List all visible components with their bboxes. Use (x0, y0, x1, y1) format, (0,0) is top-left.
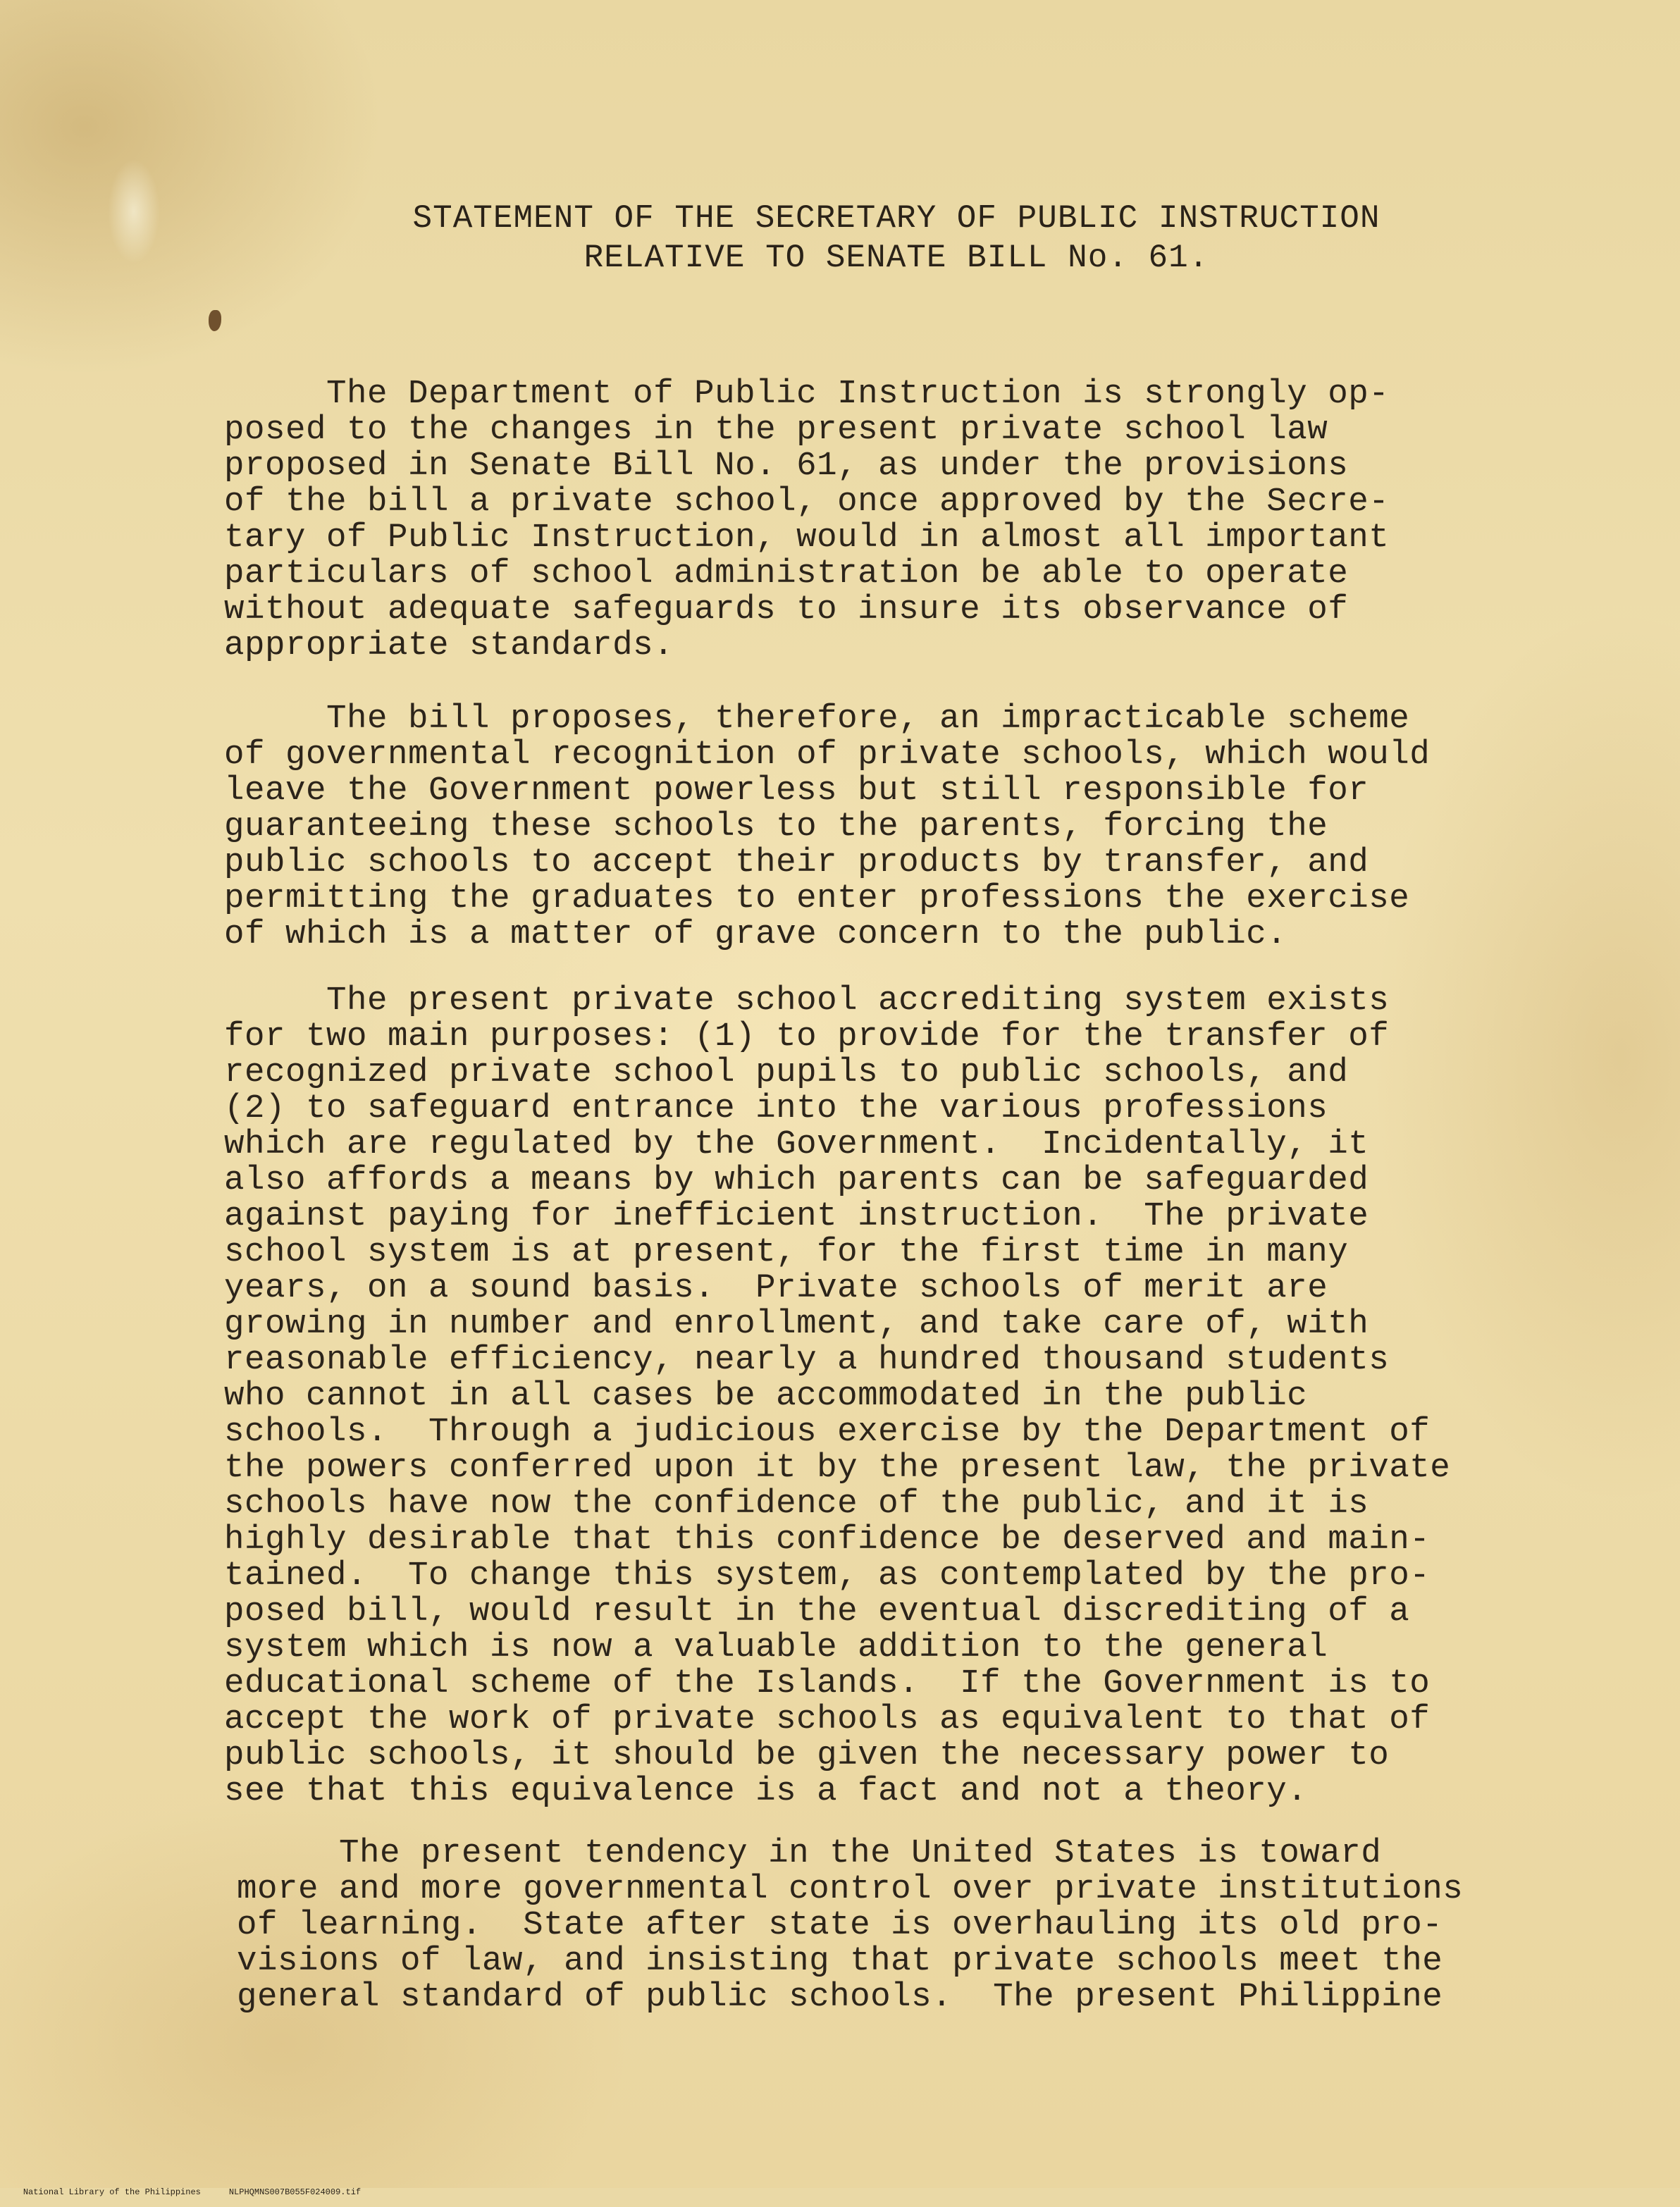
library-credit: National Library of the Philippines (23, 2187, 201, 2197)
text-line: posed to the changes in the present private school law (224, 411, 1328, 449)
text-line: system which is now a valuable addition to the general (224, 1628, 1328, 1667)
text-line: more and more governmental control over private institutions (237, 1870, 1464, 1908)
file-name: NLPHQMNS007B055F024009.tif (228, 2187, 362, 2197)
text-line: permitting the graduates to enter professions the exercise (224, 879, 1410, 917)
text-line: The present private school accrediting system exists (224, 982, 1390, 1020)
text-line: proposed in Senate Bill No. 61, as under the provisions (224, 447, 1349, 485)
text-line: (2) to safeguard entrance into the various professions (224, 1089, 1328, 1127)
text-line: tary of Public Instruction, would in almost all important (224, 519, 1390, 557)
text-line: the powers conferred upon it by the present law, the private (224, 1449, 1451, 1487)
text-line: visions of law, and insisting that private schools meet the (237, 1942, 1443, 1980)
text-line: which are regulated by the Government. Incidentally, it (224, 1125, 1369, 1163)
text-line: general standard of public schools. The present Philippine (237, 1978, 1443, 2016)
text-line: of learning. State after state is overhauling its old pro- (237, 1906, 1443, 1944)
document-title-line-1: STATEMENT OF THE SECRETARY OF PUBLIC INSTRUCTION (412, 200, 1381, 237)
text-line: public schools to accept their products by transfer, and (224, 843, 1369, 882)
text-line: who cannot in all cases be accommodated in the public (224, 1377, 1308, 1415)
text-line: schools. Through a judicious exercise by the Department of (224, 1413, 1431, 1451)
text-line: The bill proposes, therefore, an impracticable scheme (224, 700, 1410, 738)
text-line: guaranteeing these schools to the parents, forcing the (224, 808, 1328, 846)
text-line: recognized private school pupils to public schools, and (224, 1053, 1349, 1092)
text-line: school system is at present, for the first time in many (224, 1233, 1349, 1271)
text-line: schools have now the confidence of the public, and it is (224, 1485, 1369, 1523)
text-line: without adequate safeguards to insure its observance of (224, 591, 1349, 629)
ink-spot (209, 310, 221, 331)
text-line: years, on a sound basis. Private schools of merit are (224, 1269, 1328, 1307)
text-line: also affords a means by which parents can be safeguarded (224, 1161, 1369, 1199)
archive-footer (3, 2177, 361, 2207)
text-line: appropriate standards. (224, 626, 674, 664)
text-line: educational scheme of the Islands. If the Government is to (224, 1664, 1431, 1702)
text-line: accept the work of private schools as equivalent to that of (224, 1700, 1431, 1738)
text-line: particulars of school administration be able to operate (224, 555, 1349, 593)
text-line: reasonable efficiency, nearly a hundred thousand students (224, 1341, 1390, 1379)
paragraph-3 (224, 983, 1563, 1810)
text-line: leave the Government powerless but still responsible for (224, 772, 1369, 810)
text-line: of which is a matter of grave concern to the public. (224, 915, 1287, 953)
text-line: tained. To change this system, as contemplated by the pro- (224, 1557, 1431, 1595)
paragraph-1 (224, 376, 1563, 664)
text-line: for two main purposes: (1) to provide for the transfer of (224, 1018, 1390, 1056)
paragraph-2 (224, 701, 1563, 953)
text-line: highly desirable that this confidence be deserved and main- (224, 1521, 1431, 1559)
text-line: see that this equivalence is a fact and not a theory. (224, 1772, 1308, 1810)
text-line: of governmental recognition of private schools, which would (224, 736, 1431, 774)
document-title-line-2: RELATIVE TO SENATE BILL No. 61. (583, 240, 1209, 276)
paragraph-4 (237, 1836, 1576, 2015)
text-line: against paying for inefficient instruction. The private (224, 1197, 1369, 1235)
text-line: growing in number and enrollment, and take care of, with (224, 1305, 1369, 1343)
text-line: public schools, it should be given the necessary power to (224, 1736, 1390, 1774)
text-line: The Department of Public Instruction is strongly op- (224, 375, 1390, 413)
text-line: The present tendency in the United States is toward (237, 1834, 1382, 1872)
text-line: posed bill, would result in the eventual discrediting of a (224, 1593, 1410, 1631)
text-line: of the bill a private school, once approved by the Secre- (224, 483, 1390, 521)
